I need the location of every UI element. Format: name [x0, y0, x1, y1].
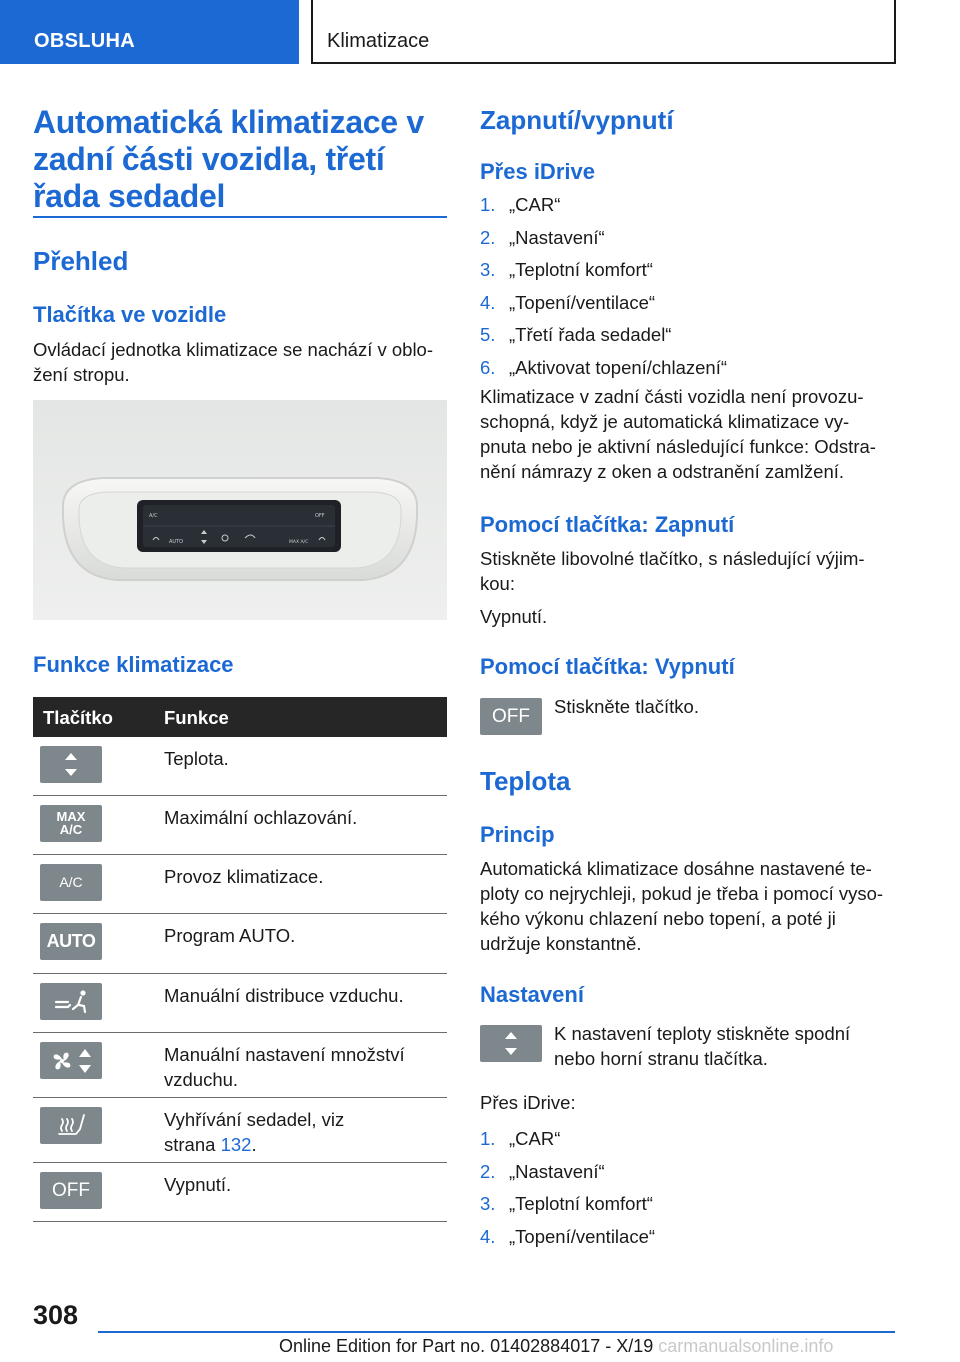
- max-ac-icon: [40, 805, 102, 842]
- row-text: [164, 1042, 444, 1092]
- row-text: [164, 1107, 444, 1157]
- fan-speed-icon: [40, 1042, 102, 1079]
- panel-ac-label: A/C: [149, 513, 158, 519]
- on-text-line-1: Stiskněte libovolné tlačítko, s následující výjim-: [480, 548, 865, 569]
- header-chapter-label: Klimatizace: [327, 30, 430, 52]
- panel-auto-label: AUTO: [169, 539, 184, 545]
- off-icon-label: OFF: [52, 1180, 90, 1201]
- step-number: 1.: [480, 1128, 496, 1149]
- row-text-line-1: Manuální nastavení množství: [164, 1044, 405, 1065]
- page-title: Automatická klimatizace v zadní části vozidla, třetí řada sedadel: [33, 104, 424, 214]
- on-text: [480, 546, 898, 596]
- table-row: [33, 974, 447, 1033]
- step-text: „Teplotní komfort“: [509, 1193, 653, 1214]
- step-text: „Aktivovat topení/chlazení“: [509, 356, 727, 378]
- footer-watermark: carmanualsonline.info: [658, 1336, 834, 1356]
- step-number: 4.: [480, 1225, 496, 1247]
- off-icon: [480, 698, 542, 735]
- list-item: [480, 223, 898, 256]
- idrive-note-line-3: pnuta nebo je aktivní následující funkce: Odstra-: [480, 436, 876, 457]
- ac-icon-label: A/C: [59, 874, 83, 890]
- step-number: 1.: [480, 194, 496, 215]
- principle-line-2: ploty co nejrychleji, pokud je třeba i pomocí vyso-: [480, 883, 884, 904]
- table-row: [33, 855, 447, 914]
- list-item: [480, 190, 898, 223]
- list-item: [480, 1157, 898, 1190]
- title-divider: [33, 216, 447, 218]
- auto-icon: [40, 923, 102, 960]
- seat-heating-icon: [40, 1107, 102, 1144]
- climate-panel-illustration: [33, 400, 447, 620]
- setting-heading: Nastavení: [480, 982, 584, 1007]
- table-row: [33, 1098, 447, 1163]
- off-heading: Pomocí tlačítka: Vypnutí: [480, 654, 735, 679]
- page-link[interactable]: 132: [220, 1134, 252, 1155]
- header-section-tab: [0, 0, 299, 64]
- on-exception: Vypnutí.: [480, 606, 548, 627]
- setting-idrive-label: Přes iDrive:: [480, 1092, 576, 1113]
- row-text-line-2: vzduchu.: [164, 1069, 239, 1090]
- principle-line-4: udržuje konstantně.: [480, 933, 642, 954]
- panel-max-label: MAX A/C: [289, 540, 309, 545]
- idrive-note: [480, 384, 898, 484]
- principle-text: [480, 856, 898, 956]
- list-item: [480, 1222, 898, 1255]
- idrive-heading: Přes iDrive: [480, 159, 595, 184]
- row-text: Program AUTO.: [164, 925, 296, 946]
- header-chapter-tab: [311, 0, 896, 64]
- setting-text: [554, 1021, 898, 1071]
- off-icon: [40, 1172, 102, 1209]
- temperature-arrows-icon: [480, 1025, 542, 1062]
- step-number: 6.: [480, 356, 496, 378]
- step-text: „CAR“: [509, 194, 561, 215]
- step-text: „Teplotní komfort“: [509, 259, 653, 280]
- overview-heading: Přehled: [33, 246, 129, 276]
- step-number: 4.: [480, 291, 496, 313]
- functions-table-header: [33, 697, 447, 737]
- idrive-steps-list: [480, 190, 898, 385]
- step-number: 2.: [480, 1160, 496, 1182]
- step-number: 5.: [480, 324, 496, 345]
- buttons-text-line-1: Ovládací jednotka klimatizace se nachází v oblo-: [33, 339, 434, 360]
- setting-text-line-1: K nastavení teploty stiskněte spodní: [554, 1023, 851, 1044]
- list-item: [480, 288, 898, 321]
- footer-divider: [98, 1331, 895, 1333]
- setting-text-line-2: nebo horní stranu tlačítka.: [554, 1048, 768, 1069]
- functions-table: [33, 697, 447, 1222]
- row-text: Maximální ochlazování.: [164, 807, 358, 828]
- step-text: „CAR“: [509, 1128, 561, 1149]
- col-button-header: Tlačítko: [43, 707, 113, 728]
- buttons-text-line-2: žení stropu.: [33, 364, 130, 385]
- on-text-line-2: kou:: [480, 573, 515, 594]
- step-number: 3.: [480, 259, 496, 280]
- principle-line-3: kého výkonu chlazení nebo topení, a poté ji: [480, 908, 836, 929]
- header-section-label: OBSLUHA: [34, 30, 135, 52]
- panel-off-label: OFF: [315, 513, 325, 519]
- step-text: „Topení/ventilace“: [509, 1225, 656, 1247]
- table-row: [33, 914, 447, 974]
- idrive-note-line-4: nění námrazy z oken a odstranění zamlžení.: [480, 461, 845, 482]
- buttons-text: [33, 337, 447, 387]
- row-text: Provoz klimatizace.: [164, 866, 324, 887]
- page-number: 308: [33, 1300, 79, 1330]
- step-text: „Topení/ventilace“: [509, 291, 656, 313]
- row-text-suffix: .: [251, 1134, 257, 1155]
- on-heading: Pomocí tlačítka: Zapnutí: [480, 512, 735, 537]
- idrive-note-line-1: Klimatizace v zadní části vozidla není provozu-: [480, 386, 864, 407]
- table-row: [33, 737, 447, 796]
- air-distribution-icon: [40, 983, 102, 1020]
- principle-line-1: Automatická klimatizace dosáhne nastavené te-: [480, 858, 872, 879]
- step-number: 2.: [480, 226, 496, 248]
- row-text: Manuální distribuce vzduchu.: [164, 985, 404, 1006]
- list-item: [480, 255, 898, 288]
- list-item: [480, 1124, 898, 1157]
- row-text-line-2: [164, 1132, 444, 1157]
- temp-heading: Teplota: [480, 766, 571, 796]
- idrive-note-line-2: schopná, když je automatická klimatizace vy-: [480, 411, 850, 432]
- list-item: [480, 353, 898, 386]
- table-row: [33, 796, 447, 855]
- setting-steps-list: [480, 1124, 898, 1254]
- step-text: „Nastavení“: [509, 226, 605, 248]
- step-number: 3.: [480, 1193, 496, 1214]
- row-text: Teplota.: [164, 748, 229, 769]
- functions-heading: Funkce klimatizace: [33, 652, 234, 677]
- row-text: Vypnutí.: [164, 1174, 232, 1195]
- buttons-heading: Tlačítka ve vozidle: [33, 302, 227, 327]
- step-text: „Třetí řada sedadel“: [509, 324, 672, 345]
- max-ac-icon-line-1: MAX: [56, 809, 86, 824]
- footer-edition: [279, 1336, 833, 1357]
- principle-heading: Princip: [480, 822, 555, 847]
- max-ac-icon-line-2: A/C: [59, 822, 83, 837]
- temperature-arrows-icon: [40, 746, 102, 783]
- climate-panel-photo: [33, 400, 447, 620]
- step-text: „Nastavení“: [509, 1160, 605, 1182]
- footer-edition-text: Online Edition for Part no. 01402884017 - X/19: [279, 1336, 654, 1356]
- col-function-header: Funkce: [164, 707, 229, 728]
- table-row: [33, 1163, 447, 1222]
- ac-icon: [40, 864, 102, 901]
- off-button-label: OFF: [492, 705, 530, 727]
- row-text-prefix: strana: [164, 1134, 216, 1155]
- row-text-line-1: Vyhřívání sedadel, viz: [164, 1109, 345, 1130]
- table-row: [33, 1033, 447, 1098]
- off-text: Stiskněte tlačítko.: [554, 696, 699, 717]
- onoff-heading: Zapnutí/vypnutí: [480, 105, 674, 135]
- list-item: [480, 1189, 898, 1222]
- auto-icon-label: AUTO: [46, 931, 96, 951]
- list-item: [480, 320, 898, 353]
